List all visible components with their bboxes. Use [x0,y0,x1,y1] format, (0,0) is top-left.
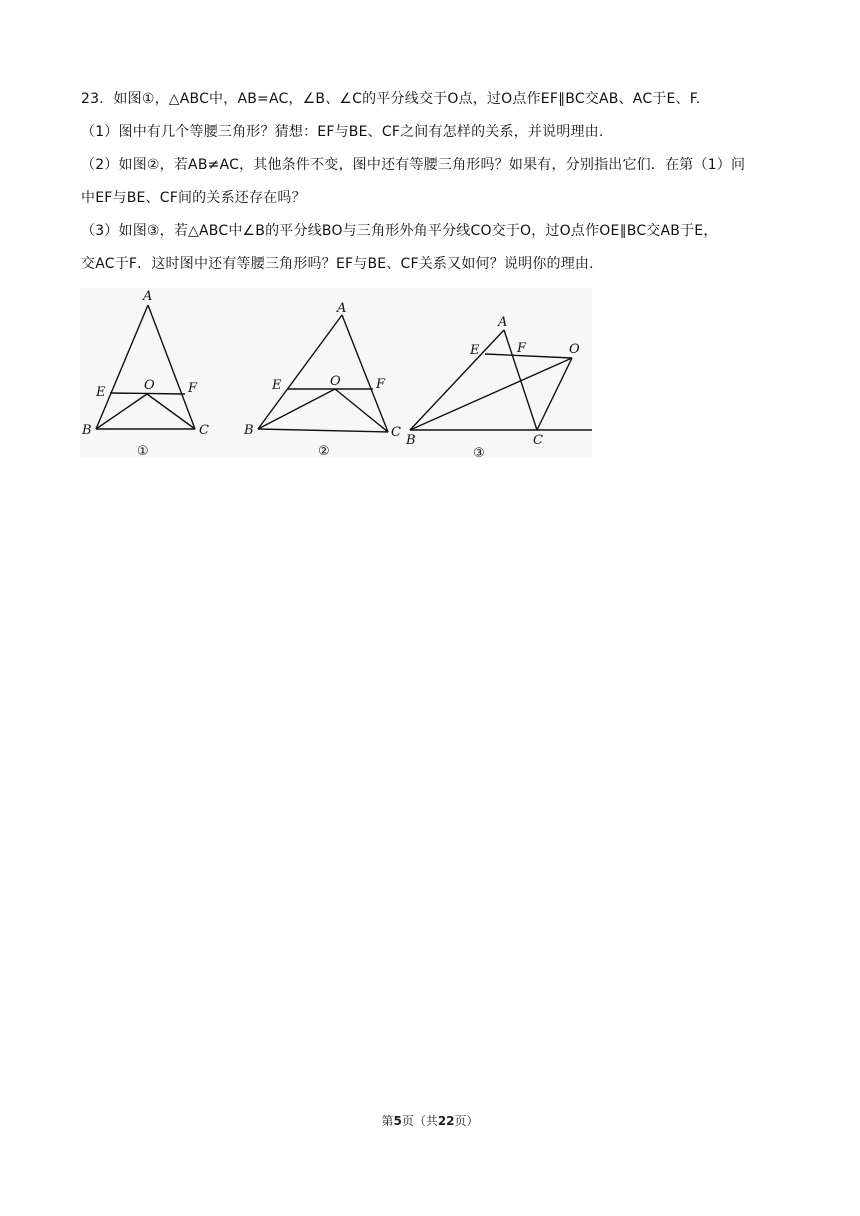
footer-suffix: 页） [454,1114,479,1128]
fig1-label-b: B [82,423,92,438]
fig1-label-c: C [199,423,209,438]
footer-total-pages: 22 [437,1114,455,1128]
problem-line-1: 23．如图①，△ABC中，AB=AC，∠B、∠C的平分线交于O点，过O点作EF∥BC交AB、AC于E、F. [81,91,701,107]
footer-middle: 页（共 [401,1114,438,1128]
page-footer [0,1112,860,1129]
problem-line-5: （3）如图③，若△ABC中∠B的平分线BO与三角形外角平分线CO交于O，过O点作OE∥BC交AB于E， [81,223,718,239]
fig2-label-o: O [330,374,341,389]
figures-background [80,288,592,458]
fig3-label-b: B [406,433,416,448]
fig3-caption: ③ [473,446,485,458]
fig1-label-a: A [143,289,153,304]
fig3-label-e: E [470,343,480,358]
fig2-label-a: A [337,301,347,316]
problem-line-2: （1）图中有几个等腰三角形？猜想：EF与BE、CF之间有怎样的关系，并说明理由. [81,124,604,140]
fig3-label-f: F [517,341,527,356]
figures-strip [80,288,592,458]
problem-line-6: 交AC于F．这时图中还有等腰三角形吗？EF与BE、CF关系又如何？说明你的理由. [81,256,594,272]
problem-line-3: （2）如图②，若AB≠AC，其他条件不变，图中还有等腰三角形吗？如果有，分别指出它们．在第（1）问 [81,157,746,173]
fig1-label-f: F [188,381,198,396]
fig3-label-a: A [498,315,508,330]
fig1-caption: ① [137,444,149,458]
fig2-label-e: E [272,378,282,393]
footer-page-number: 5 [393,1114,402,1128]
figures-svg [80,288,592,458]
fig1-label-o: O [144,378,155,393]
fig1-label-e: E [96,385,106,400]
fig2-label-b: B [244,423,254,438]
footer-prefix: 第 [381,1114,394,1128]
fig3-label-c: C [533,433,543,448]
problem-line-4: 中EF与BE、CF间的关系还存在吗？ [81,190,306,206]
fig2-label-f: F [376,377,386,392]
fig3-label-o: O [569,342,580,357]
fig2-caption: ② [318,444,330,458]
fig2-label-c: C [391,425,401,440]
